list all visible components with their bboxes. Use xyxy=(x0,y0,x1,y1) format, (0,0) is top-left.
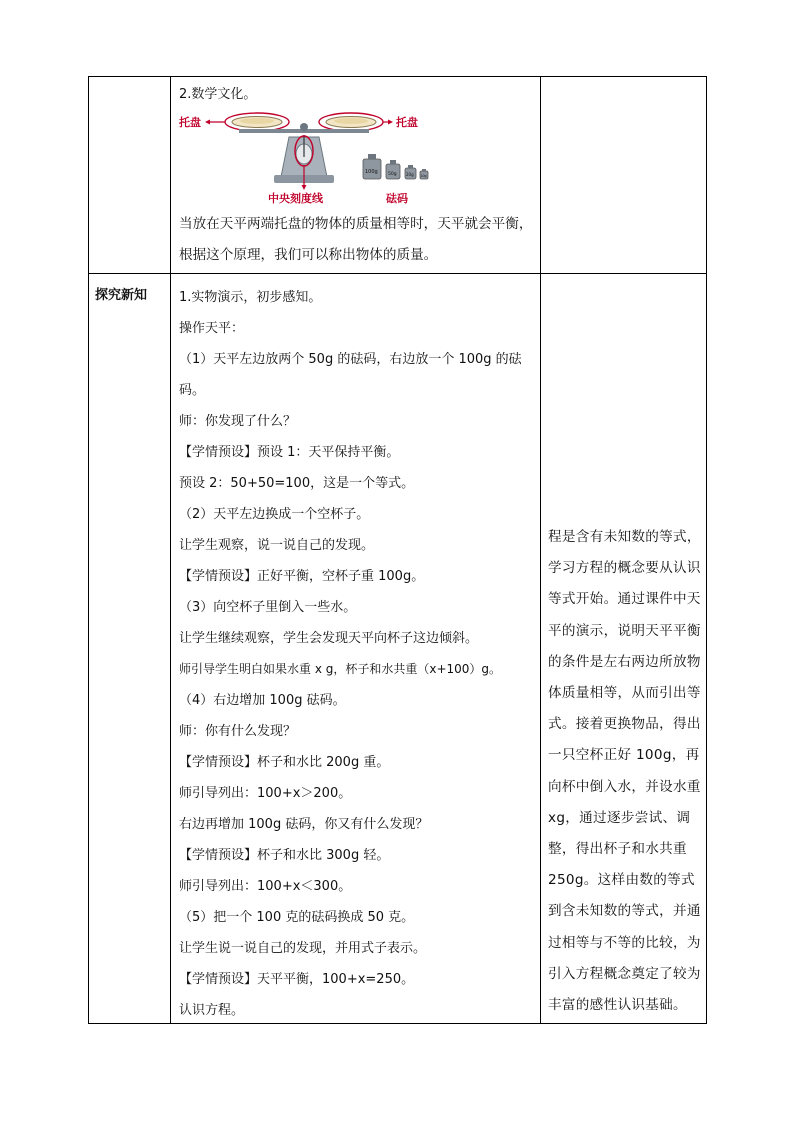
step-line: 【学情预设】杯子和水比 300g 轻。 xyxy=(179,848,390,863)
step-line: 让学生说一说自己的发现，并用式子表示。 xyxy=(179,941,427,956)
step-line: 让学生观察，说一说自己的发现。 xyxy=(179,538,375,553)
culture-title: 2.数学文化。 xyxy=(179,87,257,102)
step-line: 1.实物演示，初步感知。 xyxy=(179,290,322,305)
step-line: （4）右边增加 100g 砝码。 xyxy=(179,693,346,708)
weights-set xyxy=(363,154,428,179)
step-line: 师引导学生明白如果水重 x g，杯子和水共重（x+100）g。 xyxy=(179,662,502,676)
step-line: 认识方程。 xyxy=(179,1003,245,1018)
step-line: 师引导列出：100+x＜300。 xyxy=(179,879,352,894)
design-note xyxy=(541,522,707,1021)
step-line: 【学情预设】正好平衡，空杯子重 100g。 xyxy=(179,569,425,584)
step-line: 【学情预设】杯子和水比 200g 重。 xyxy=(179,755,390,770)
step-line: （5）把一个 100 克的砝码换成 50 克。 xyxy=(179,910,415,925)
svg-text:100g: 100g xyxy=(365,169,378,175)
svg-text:10g: 10g xyxy=(420,174,427,178)
step-line: （1）天平左边放两个 50g 的砝码，右边放一个 100g 的砝 xyxy=(179,352,522,367)
svg-text:50g: 50g xyxy=(388,172,397,177)
step-line: （2）天平左边换成一个空杯子。 xyxy=(179,507,370,522)
section-label: 探究新知 xyxy=(95,288,148,303)
step-line: 师：你发现了什么？ xyxy=(179,414,297,429)
step-line: （3）向空杯子里倒入一些水。 xyxy=(179,600,357,615)
step-line: 师：你有什么发现？ xyxy=(179,724,297,739)
design-note-text: 程是含有未知数的等式，学习方程的概念要从认识等式开始。通过课件中天平的演示，说明天平平衡的条件是左右两边所放物体质量相等，从而引出等式。接着更换物品，得出一只空杯正好 100g，再向杯中倒入水，并设水重 xg，通过逐步尝试、调整，得出杯子和水共重 250g。这样由数的等式到含未知数的等式，并通过相等与不等的比较，为引入方程概念奠定了较为丰富的感性认识基础。 xyxy=(548,529,701,1014)
step-line: 右边再增加 100g 砝码，你又有什么发现？ xyxy=(179,817,429,832)
step-line: 预设 2：50+50=100，这是一个等式。 xyxy=(179,476,415,491)
weights-label: 砝码 xyxy=(386,192,408,205)
step-line: 【学情预设】预设 1：天平保持平衡。 xyxy=(179,445,400,460)
lesson-table xyxy=(88,76,707,1024)
left-tray-label: 托盘 xyxy=(179,116,201,129)
step-line: 操作天平： xyxy=(179,321,245,336)
right-tray-label: 托盘 xyxy=(396,116,418,129)
explore-steps xyxy=(171,274,541,1026)
culture-text: 当放在天平两端托盘的物体的质量相等时，天平就会平衡，根据这个原理，我们可以称出物体的质量。 xyxy=(179,216,533,263)
step-line: 码。 xyxy=(179,383,206,398)
svg-text:20g: 20g xyxy=(406,172,414,177)
culture-cell xyxy=(171,77,541,274)
center-line-label: 中央刻度线 xyxy=(268,192,323,205)
step-line: 师引导列出：100+x＞200。 xyxy=(179,786,352,801)
step-line: 【学情预设】天平平衡，100+x=250。 xyxy=(179,972,415,987)
balance-diagram xyxy=(179,107,459,205)
step-line: 让学生继续观察，学生会发现天平向杯子这边倾斜。 xyxy=(179,631,479,646)
